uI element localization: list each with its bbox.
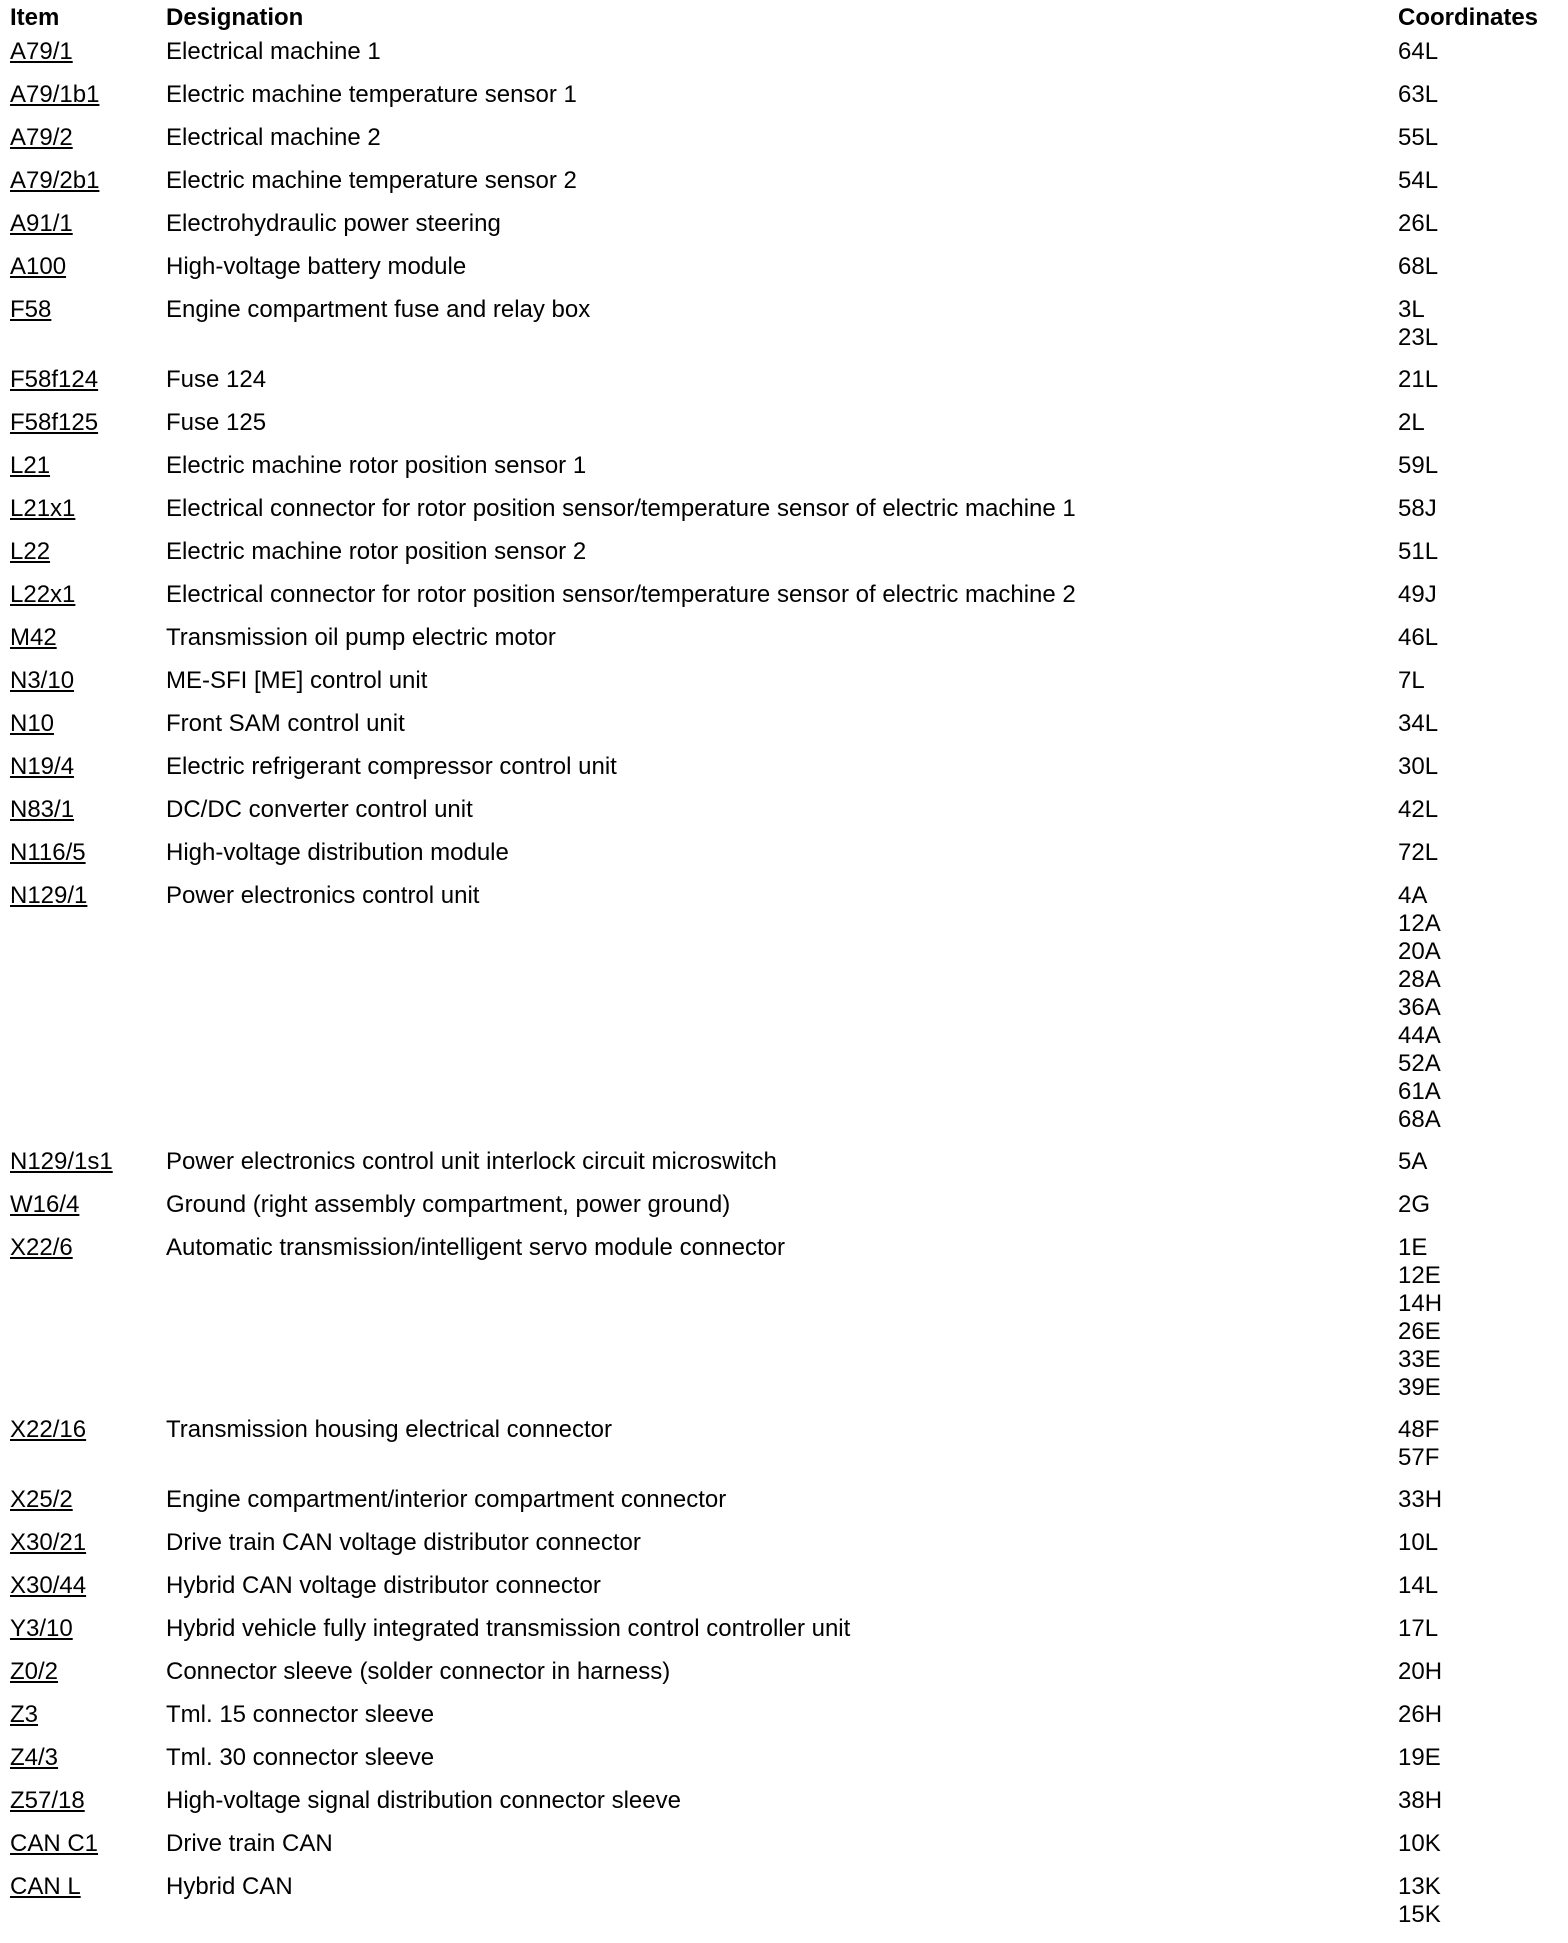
coordinate-value: 63L (1398, 81, 1439, 108)
coordinates-cell (1398, 81, 1560, 124)
header-coordinates: Coordinates (1398, 4, 1539, 31)
item-link[interactable]: N3/10 (10, 667, 75, 694)
item-link[interactable]: L22x1 (10, 581, 76, 608)
coordinates-cell (1398, 253, 1560, 296)
table-row (10, 253, 1560, 296)
coordinate-value: 21L (1398, 366, 1439, 393)
header-item: Item (10, 4, 60, 31)
table-row (10, 581, 1560, 624)
item-link[interactable]: X22/16 (10, 1416, 87, 1443)
item-cell (10, 210, 166, 253)
item-cell (10, 1658, 166, 1701)
coordinate-value: 54L (1398, 167, 1439, 194)
coordinate-value: 15K (1398, 1901, 1441, 1928)
coordinate-value: 19E (1398, 1744, 1441, 1771)
table-row (10, 839, 1560, 882)
coordinate-value: 46L (1398, 624, 1439, 651)
coordinate-value: 72L (1398, 839, 1439, 866)
designation-cell: Fuse 124 (166, 366, 267, 393)
table-row (10, 452, 1560, 495)
table-row (10, 495, 1560, 538)
coordinates-cell (1398, 1615, 1560, 1658)
coordinates-cell (1398, 667, 1560, 710)
coordinates-cell (1398, 1529, 1560, 1572)
item-cell (10, 366, 166, 409)
item-link[interactable]: A79/2b1 (10, 167, 100, 194)
coordinates-cell (1398, 210, 1560, 253)
item-cell (10, 296, 166, 366)
designation-cell: Electrical connector for rotor position sensor/temperature sensor of electric machine 1 (166, 495, 1076, 522)
item-cell (10, 753, 166, 796)
coordinates-cell (1398, 1744, 1560, 1787)
coordinates-cell (1398, 882, 1560, 1148)
item-cell (10, 167, 166, 210)
item-cell (10, 1486, 166, 1529)
item-cell (10, 667, 166, 710)
coordinates-cell (1398, 538, 1560, 581)
item-cell (10, 1787, 166, 1830)
designation-cell: Electrical connector for rotor position sensor/temperature sensor of electric machine 2 (166, 581, 1076, 608)
table-row (10, 882, 1560, 1148)
table-row (10, 710, 1560, 753)
designation-cell: Hybrid vehicle fully integrated transmission control controller unit (166, 1615, 851, 1642)
item-link[interactable]: N129/1s1 (10, 1148, 113, 1175)
coordinates-cell (1398, 839, 1560, 882)
item-link[interactable]: F58f125 (10, 409, 99, 436)
item-cell (10, 581, 166, 624)
coordinate-value: 33E (1398, 1346, 1441, 1373)
item-cell (10, 882, 166, 1148)
coordinate-value: 14H (1398, 1290, 1443, 1317)
table-row (10, 366, 1560, 409)
coordinates-cell (1398, 624, 1560, 667)
coordinate-value: 49J (1398, 581, 1437, 608)
item-link[interactable]: A100 (10, 253, 67, 280)
designation-cell: Tml. 15 connector sleeve (166, 1701, 435, 1728)
coordinates-cell (1398, 796, 1560, 839)
table-row (10, 1787, 1560, 1830)
coordinates-cell (1398, 409, 1560, 452)
coordinate-value: 2G (1398, 1191, 1431, 1218)
designation-cell: Electric machine rotor position sensor 1 (166, 452, 587, 479)
designation-cell: Electrohydraulic power steering (166, 210, 501, 237)
item-cell (10, 1701, 166, 1744)
item-cell (10, 839, 166, 882)
item-cell (10, 452, 166, 495)
item-link[interactable]: CAN L (10, 1873, 81, 1900)
item-link[interactable]: A79/1 (10, 38, 73, 65)
coordinate-value: 55L (1398, 124, 1439, 151)
coordinate-value: 17L (1398, 1615, 1439, 1642)
item-link[interactable]: N116/5 (10, 839, 86, 866)
table-row (10, 796, 1560, 839)
table-row (10, 210, 1560, 253)
item-link[interactable]: L21 (10, 452, 51, 479)
item-cell (10, 81, 166, 124)
coordinate-value: 7L (1398, 667, 1425, 694)
coordinate-value: 3L (1398, 296, 1425, 323)
item-cell (10, 624, 166, 667)
item-cell (10, 1148, 166, 1191)
header-designation: Designation (166, 4, 304, 31)
table-row (10, 1658, 1560, 1701)
item-cell (10, 409, 166, 452)
item-link[interactable]: Z4/3 (10, 1744, 59, 1771)
item-cell (10, 1615, 166, 1658)
table-row (10, 167, 1560, 210)
coordinate-value: 12E (1398, 1262, 1441, 1289)
item-cell (10, 538, 166, 581)
coordinates-cell (1398, 1787, 1560, 1830)
item-link[interactable]: X22/6 (10, 1234, 73, 1261)
coordinate-value: 20H (1398, 1658, 1443, 1685)
coordinates-cell (1398, 296, 1560, 366)
designation-cell: Electric machine temperature sensor 2 (166, 167, 577, 194)
coordinate-value: 10L (1398, 1529, 1439, 1556)
table-header-row (10, 4, 1560, 38)
item-cell (10, 253, 166, 296)
coordinate-value: 58J (1398, 495, 1437, 522)
coordinate-value: 2L (1398, 409, 1425, 436)
coordinates-cell (1398, 1701, 1560, 1744)
coordinate-value: 26H (1398, 1701, 1443, 1728)
table-row (10, 1572, 1560, 1615)
table-row (10, 753, 1560, 796)
item-link[interactable]: N10 (10, 710, 55, 737)
item-link[interactable]: CAN C1 (10, 1830, 99, 1857)
coordinate-value: 61A (1398, 1078, 1441, 1105)
coordinates-cell (1398, 124, 1560, 167)
designation-cell: High-voltage battery module (166, 253, 467, 280)
coordinate-value: 13K (1398, 1873, 1441, 1900)
designation-cell: Drive train CAN (166, 1830, 333, 1857)
coordinates-cell (1398, 1234, 1560, 1416)
coordinate-value: 20A (1398, 938, 1441, 965)
coordinate-value: 10K (1398, 1830, 1441, 1857)
coordinate-value: 57F (1398, 1444, 1440, 1471)
item-link[interactable]: N83/1 (10, 796, 75, 823)
coordinate-value: 23L (1398, 324, 1439, 351)
coordinate-value: 26L (1398, 210, 1439, 237)
coordinates-cell (1398, 452, 1560, 495)
table-row (10, 1148, 1560, 1191)
coordinate-value: 26E (1398, 1318, 1441, 1345)
item-link[interactable]: F58f124 (10, 366, 99, 393)
table-row (10, 1191, 1560, 1234)
item-link[interactable]: X30/44 (10, 1572, 87, 1599)
coordinate-value: 64L (1398, 38, 1439, 65)
table-row (10, 1529, 1560, 1572)
coordinate-value: 44A (1398, 1022, 1441, 1049)
item-cell (10, 710, 166, 753)
table-row (10, 1234, 1560, 1416)
item-link[interactable]: F58 (10, 296, 52, 323)
designation-cell: ME-SFI [ME] control unit (166, 667, 428, 694)
designation-cell: Electrical machine 1 (166, 38, 381, 65)
coordinate-value: 59L (1398, 452, 1439, 479)
designation-cell: Electric machine temperature sensor 1 (166, 81, 577, 108)
coordinate-value: 48F (1398, 1416, 1440, 1443)
designation-cell: Electric refrigerant compressor control unit (166, 753, 617, 780)
coordinate-value: 42L (1398, 796, 1439, 823)
item-link[interactable]: M42 (10, 624, 57, 651)
coordinate-value: 33H (1398, 1486, 1443, 1513)
designation-cell: Fuse 125 (166, 409, 267, 436)
coordinate-value: 68L (1398, 253, 1439, 280)
table-row (10, 1744, 1560, 1787)
item-cell (10, 1830, 166, 1873)
designation-cell: High-voltage distribution module (166, 839, 509, 866)
coordinate-value: 5A (1398, 1148, 1428, 1175)
table-row (10, 409, 1560, 452)
table-row (10, 1615, 1560, 1658)
coordinate-value: 38H (1398, 1787, 1443, 1814)
item-cell (10, 1416, 166, 1486)
coordinates-cell (1398, 495, 1560, 538)
table-row (10, 1416, 1560, 1486)
item-link[interactable]: N19/4 (10, 753, 75, 780)
coordinates-cell (1398, 1873, 1560, 1943)
table-row (10, 1830, 1560, 1873)
item-link[interactable]: L22 (10, 538, 51, 565)
coordinate-value: 12A (1398, 910, 1441, 937)
designation-cell: Automatic transmission/intelligent servo module connector (166, 1234, 785, 1261)
table-row (10, 1486, 1560, 1529)
designation-cell: Engine compartment/interior compartment connector (166, 1486, 727, 1513)
item-cell (10, 495, 166, 538)
item-cell (10, 38, 166, 81)
coordinates-cell (1398, 1486, 1560, 1529)
table-row (10, 538, 1560, 581)
item-link[interactable]: W16/4 (10, 1191, 80, 1218)
coordinates-cell (1398, 1572, 1560, 1615)
coordinates-cell (1398, 1658, 1560, 1701)
coordinates-cell (1398, 710, 1560, 753)
designation-cell: High-voltage signal distribution connector sleeve (166, 1787, 681, 1814)
item-link[interactable]: A79/2 (10, 124, 73, 151)
item-link[interactable]: Y3/10 (10, 1615, 73, 1642)
coordinates-cell (1398, 1191, 1560, 1234)
designation-cell: Electrical machine 2 (166, 124, 381, 151)
coordinate-value: 52A (1398, 1050, 1441, 1077)
coordinate-value: 39E (1398, 1374, 1441, 1401)
designation-cell: Power electronics control unit interlock circuit microswitch (166, 1148, 777, 1175)
item-link[interactable]: A91/1 (10, 210, 73, 237)
coordinates-cell (1398, 581, 1560, 624)
table-row (10, 296, 1560, 366)
coordinates-cell (1398, 1148, 1560, 1191)
designation-cell: Engine compartment fuse and relay box (166, 296, 591, 323)
item-cell (10, 1873, 166, 1943)
coordinate-value: 1E (1398, 1234, 1428, 1261)
coordinate-value: 68A (1398, 1106, 1441, 1133)
coordinate-value: 30L (1398, 753, 1439, 780)
item-link[interactable]: X30/21 (10, 1529, 87, 1556)
table-row (10, 81, 1560, 124)
table-body (10, 38, 1560, 1943)
coordinates-cell (1398, 1416, 1560, 1486)
coordinates-cell (1398, 366, 1560, 409)
item-cell (10, 124, 166, 167)
designation-cell: Transmission housing electrical connector (166, 1416, 612, 1443)
coordinates-cell (1398, 753, 1560, 796)
designation-cell: DC/DC converter control unit (166, 796, 473, 823)
coordinates-cell (1398, 1830, 1560, 1873)
item-cell (10, 1529, 166, 1572)
table-row (10, 667, 1560, 710)
designation-cell: Power electronics control unit (166, 882, 480, 909)
coordinate-value: 4A (1398, 882, 1428, 909)
table-row (10, 124, 1560, 167)
designation-cell: Hybrid CAN (166, 1873, 293, 1900)
designation-cell: Connector sleeve (solder connector in harness) (166, 1658, 671, 1685)
table-row (10, 38, 1560, 81)
coordinate-value: 28A (1398, 966, 1441, 993)
coordinates-cell (1398, 38, 1560, 81)
table-row (10, 1873, 1560, 1943)
designation-cell: Hybrid CAN voltage distributor connector (166, 1572, 601, 1599)
designation-cell: Ground (right assembly compartment, power ground) (166, 1191, 731, 1218)
item-cell (10, 1572, 166, 1615)
coordinate-value: 36A (1398, 994, 1441, 1021)
item-link[interactable]: A79/1b1 (10, 81, 100, 108)
table-row (10, 624, 1560, 667)
component-legend-table (10, 4, 1560, 1943)
designation-cell: Front SAM control unit (166, 710, 405, 737)
item-cell (10, 1191, 166, 1234)
coordinates-cell (1398, 167, 1560, 210)
coordinate-value: 14L (1398, 1572, 1439, 1599)
coordinate-value: 51L (1398, 538, 1439, 565)
item-link[interactable]: Z57/18 (10, 1787, 85, 1814)
coordinate-value: 34L (1398, 710, 1439, 737)
item-cell (10, 796, 166, 839)
designation-cell: Drive train CAN voltage distributor connector (166, 1529, 641, 1556)
item-cell (10, 1234, 166, 1416)
item-link[interactable]: L21x1 (10, 495, 76, 522)
designation-cell: Tml. 30 connector sleeve (166, 1744, 435, 1771)
designation-cell: Electric machine rotor position sensor 2 (166, 538, 587, 565)
designation-cell: Transmission oil pump electric motor (166, 624, 556, 651)
item-link[interactable]: Z0/2 (10, 1658, 59, 1685)
table-row (10, 1701, 1560, 1744)
item-cell (10, 1744, 166, 1787)
item-link[interactable]: Z3 (10, 1701, 39, 1728)
item-link[interactable]: N129/1 (10, 882, 88, 909)
item-link[interactable]: X25/2 (10, 1486, 73, 1513)
